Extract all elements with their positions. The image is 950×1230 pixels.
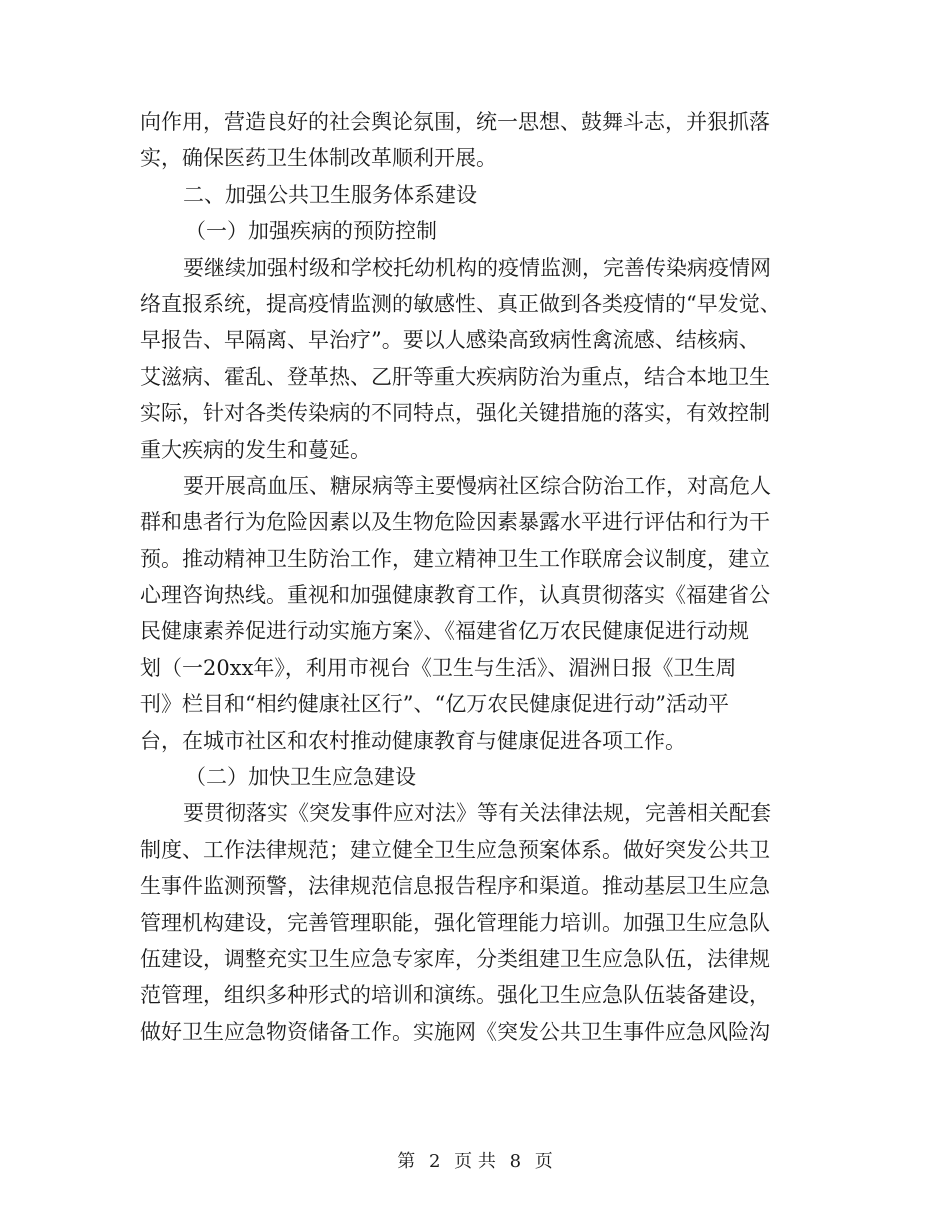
text-line: 艾滋病、霍乱、登革热、乙肝等重大疾病防治为重点，结合本地卫生 xyxy=(140,364,770,389)
footer-total-pages: 8 xyxy=(509,1151,522,1172)
page-footer xyxy=(0,1150,950,1174)
text-line: 制度、工作法律规范；建立健全卫生应急预案体系。做好突发公共卫 xyxy=(140,837,770,862)
text-line: 要继续加强村级和学校托幼机构的疫情监测，完善传染病疫情网 xyxy=(183,255,771,280)
footer-page-number: 2 xyxy=(428,1151,441,1172)
footer-middle: 页 共 xyxy=(454,1151,496,1172)
text-line: 做好卫生应急物资储备工作。实施网《突发公共卫生事件应急风险沟 xyxy=(140,1019,770,1044)
text-line: 范管理，组织多种形式的培训和演练。强化卫生应急队伍装备建设， xyxy=(140,983,770,1008)
text-line: 群和患者行为危险因素以及生物危险因素暴露水平进行评估和行为干 xyxy=(140,510,770,535)
text-line: 民健康素养促进行动实施方案》、《福建省亿万农民健康促进行动规 xyxy=(140,619,749,644)
text-line: 心理咨询热线。重视和加强健康教育工作，认真贯彻落实《福建省公 xyxy=(140,583,770,608)
text-line: 向作用，营造良好的社会舆论氛围，统一思想、鼓舞斗志，并狠抓落 xyxy=(140,110,770,134)
text-line: （二）加快卫生应急建设 xyxy=(185,765,416,790)
text-line: 实，确保医药卫生体制改革顺利开展。 xyxy=(140,146,497,171)
footer-suffix: 页 xyxy=(534,1151,553,1172)
text-line: 划（一20xx年》，利用市视台《卫生与生活》、湄洲日报《卫生周 xyxy=(140,655,737,680)
text-line: 要贯彻落实《突发事件应对法》等有关法律法规，完善相关配套 xyxy=(183,801,771,826)
text-line: 重大疾病的发生和蔓延。 xyxy=(140,437,371,462)
text-line: 实际，针对各类传染病的不同特点，强化关键措施的落实，有效控制 xyxy=(140,401,770,426)
text-line: 早报告、早隔离、早治疗”。要以人感染高致病性禽流感、结核病、 xyxy=(140,328,760,353)
text-line: 络直报系统，提高疫情监测的敏感性、真正做到各类疫情的“早发觉、 xyxy=(140,291,781,316)
text-line: 二、加强公共卫生服务体系建设 xyxy=(183,182,477,207)
text-line: 伍建设，调整充实卫生应急专家库，分类组建卫生应急队伍，法律规 xyxy=(140,946,770,971)
footer-prefix: 第 xyxy=(397,1151,416,1172)
text-line: 刊》栏目和“相约健康社区行”、“亿万农民健康促进行动”活动平 xyxy=(140,692,729,717)
text-line: （一）加强疾病的预防控制 xyxy=(185,219,437,244)
text-line: 台，在城市社区和农村推动健康教育与健康促进各项工作。 xyxy=(140,728,686,753)
text-line: 管理机构建设，完善管理职能，强化管理能力培训。加强卫生应急队 xyxy=(140,910,770,935)
document-body xyxy=(140,104,800,1050)
text-line: 要开展高血压、糖尿病等主要慢病社区综合防治工作，对高危人 xyxy=(183,473,771,498)
text-line: 预。推动精神卫生防治工作，建立精神卫生工作联席会议制度，建立 xyxy=(140,546,770,571)
text-line: 生事件监测预警，法律规范信息报告程序和渠道。推动基层卫生应急 xyxy=(140,874,770,899)
